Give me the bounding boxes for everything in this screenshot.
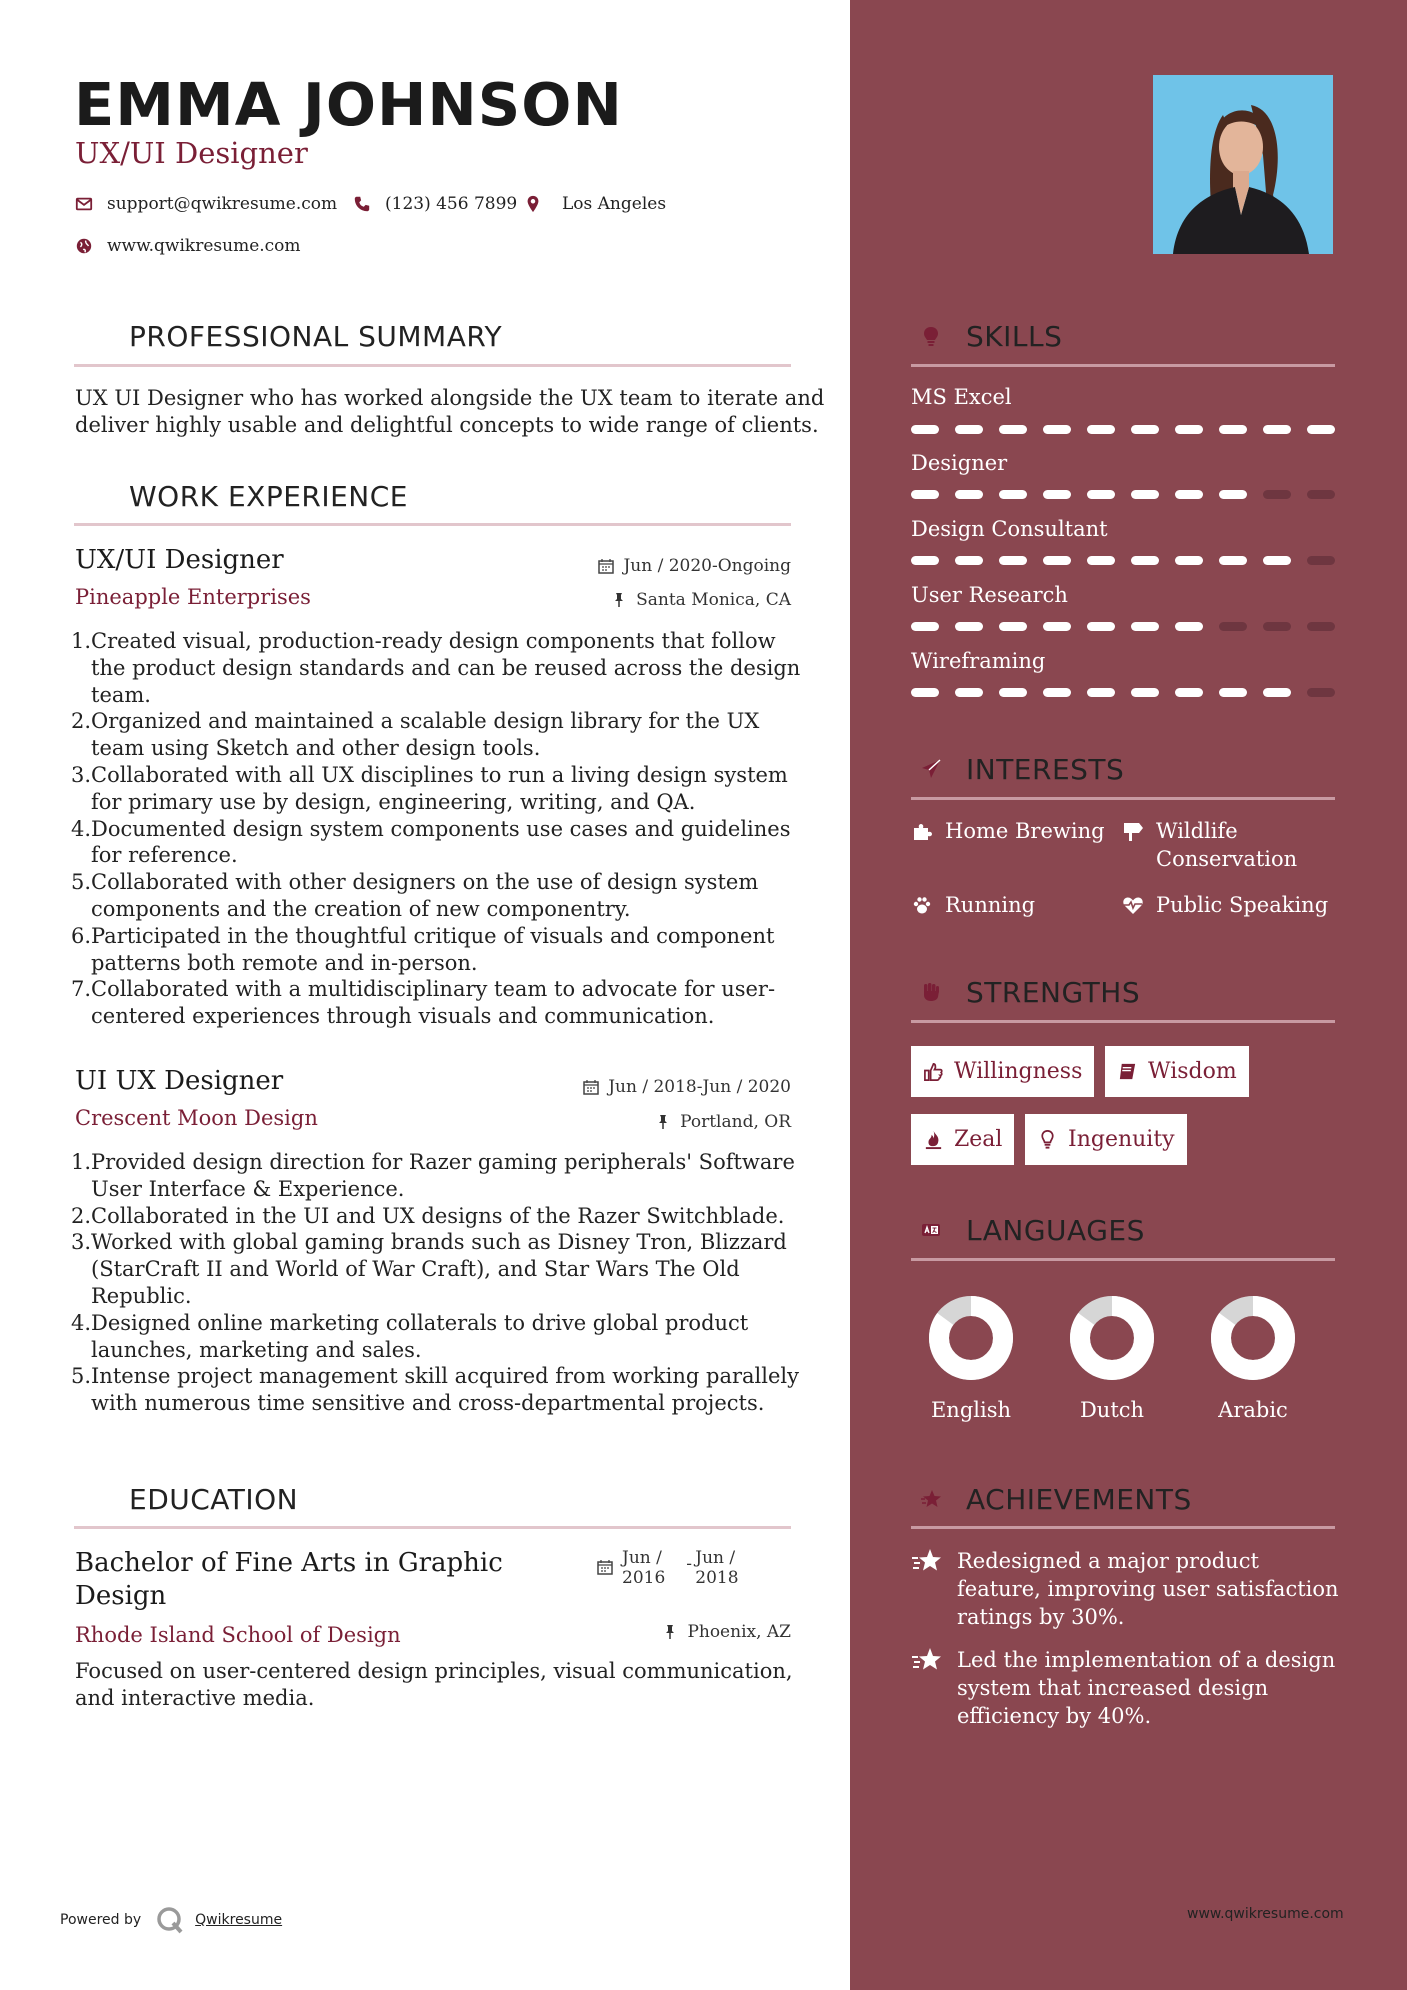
- achievements-divider: [911, 1526, 1335, 1529]
- list-item: 3. Worked with global gaming brands such as Disney Tron, Blizzard (StarCraft II and World of War Craft), and Star Wars The Old Republic.: [71, 1230, 787, 1308]
- skill-dash-filled: [1087, 425, 1115, 434]
- strength-chip: Wisdom: [1105, 1046, 1249, 1097]
- skill-dash-filled: [1043, 688, 1071, 697]
- job-dates: Jun / 2018-Jun / 2020: [540, 1077, 791, 1097]
- skill-dash-filled: [1043, 490, 1071, 499]
- list-item: 1. Provided design direction for Razer gaming peripherals' Software User Interface & Experience.: [71, 1150, 795, 1201]
- job-bullets: [71, 628, 801, 1030]
- list-item: 5. Collaborated with other designers on the use of design system components and the creation of new componentry.: [71, 870, 759, 921]
- map-marker-icon: [524, 195, 542, 213]
- skill-dash-filled: [1263, 556, 1291, 565]
- language-donut: [929, 1296, 1013, 1380]
- interests-divider: [911, 797, 1335, 800]
- skill-dash-filled: [1087, 622, 1115, 631]
- skill-dash-filled: [999, 688, 1027, 697]
- skill-dash-filled: [1219, 490, 1247, 499]
- skill-dash-filled: [999, 490, 1027, 499]
- candidate-name: EMMA JOHNSON: [74, 70, 623, 139]
- education-dates: Jun / 2016 - Jun / 2018: [597, 1548, 739, 1588]
- achievement-item: Led the implementation of a design system that increased design efficiency by 40%.: [911, 1646, 1335, 1730]
- language-name: Dutch: [1079, 1398, 1145, 1422]
- list-item: 4. Designed online marketing collaterals to drive global product launches, marketing and sales.: [71, 1310, 749, 1362]
- education-divider: [74, 1526, 791, 1529]
- book-icon: [1117, 1061, 1138, 1082]
- skill-dash-filled: [1175, 490, 1203, 499]
- thumbs-up-icon: [923, 1061, 944, 1082]
- star-icon: [911, 1547, 941, 1575]
- job-dates: Jun / 2020-Ongoing: [560, 556, 791, 576]
- skill-dash-empty: [1307, 688, 1335, 697]
- fist-icon: [911, 972, 951, 1012]
- graduate-icon: [74, 1479, 114, 1519]
- contact-location: [524, 194, 666, 214]
- job-company: Crescent Moon Design: [75, 1106, 318, 1130]
- skill-name: Design Consultant: [911, 517, 1108, 541]
- skill-name: Wireframing: [911, 649, 1046, 673]
- degree-title: Bachelor of Fine Arts in Graphic Design: [75, 1548, 503, 1611]
- qwikresume-link[interactable]: Qwikresume: [195, 1912, 283, 1928]
- job-company: Pineapple Enterprises: [75, 585, 311, 609]
- profile-photo: [1153, 75, 1333, 254]
- skill-dash-filled: [1087, 556, 1115, 565]
- list-item: 1. Created visual, production-ready design components that follow the product design standards and can be reused across the design team.: [71, 629, 801, 707]
- calendar-icon: [583, 1079, 599, 1095]
- skill-dash-empty: [1219, 622, 1247, 631]
- skill-meter: [911, 688, 1335, 697]
- skill-dash-filled: [999, 622, 1027, 631]
- skill-dash-empty: [1307, 490, 1335, 499]
- list-item: 6. Participated in the thoughtful critique of visuals and component patterns both remote and in-person.: [71, 923, 775, 975]
- strength-chip: Zeal: [911, 1114, 1014, 1165]
- contact-website[interactable]: [75, 236, 301, 256]
- skill-dash-filled: [999, 425, 1027, 434]
- language-icon: [911, 1210, 951, 1250]
- skill-meter: [911, 490, 1335, 499]
- job-title: UX/UI Designer: [75, 545, 284, 575]
- skill-dash-filled: [999, 556, 1027, 565]
- skill-name: User Research: [911, 583, 1068, 607]
- education-location: Phoenix, AZ: [560, 1622, 791, 1642]
- skill-dash-filled: [911, 622, 939, 631]
- skill-dash-filled: [955, 556, 983, 565]
- achievements-heading: ACHIEVEMENTS: [911, 1479, 1192, 1519]
- school-name: Rhode Island School of Design: [75, 1623, 401, 1647]
- pin-icon: [611, 592, 627, 608]
- job-bullets: [71, 1149, 801, 1417]
- sign-icon: [1122, 820, 1144, 842]
- briefcase-chair-icon: [74, 476, 114, 516]
- skill-dash-empty: [1263, 622, 1291, 631]
- summary-text: UX UI Designer who has worked alongside the UX team to iterate and deliver highly usable and delightful concepts to wide range of clients.: [75, 386, 825, 437]
- list-item: 2. Organized and maintained a scalable design library for the UX team using Sketch and other design tools.: [71, 709, 760, 761]
- skill-dash-empty: [1307, 622, 1335, 631]
- education-heading: EDUCATION: [74, 1479, 298, 1519]
- skill-dash-filled: [911, 688, 939, 697]
- phone-icon: [353, 195, 371, 213]
- skill-dash-filled: [911, 490, 939, 499]
- skill-meter: [911, 556, 1335, 565]
- contact-email[interactable]: [75, 194, 337, 214]
- list-item: 7. Collaborated with a multidisciplinary team to advocate for user- centered experiences through visuals and communication.: [71, 977, 776, 1029]
- skill-dash-filled: [1175, 556, 1203, 565]
- skill-name: Designer: [911, 451, 1008, 475]
- skill-dash-empty: [1263, 490, 1291, 499]
- skill-name: MS Excel: [911, 385, 1012, 409]
- interest-item: Wildlife Conservation: [1122, 817, 1297, 873]
- interests-heading: INTERESTS: [911, 749, 1124, 789]
- skills-divider: [911, 364, 1335, 367]
- interest-item: Running: [911, 891, 1035, 919]
- skill-meter: [911, 622, 1335, 631]
- skill-dash-filled: [1131, 425, 1159, 434]
- skill-dash-filled: [955, 425, 983, 434]
- star-icon: [911, 1479, 951, 1519]
- user-icon: [74, 316, 114, 356]
- work-heading: WORK EXPERIENCE: [74, 476, 408, 516]
- qwikresume-logo-icon: [155, 1905, 185, 1935]
- skill-dash-filled: [1131, 688, 1159, 697]
- lightbulb-icon: [911, 316, 951, 356]
- skill-dash-filled: [1131, 556, 1159, 565]
- strength-chip: Ingenuity: [1025, 1114, 1187, 1165]
- skill-dash-filled: [1043, 622, 1071, 631]
- pin-icon: [655, 1114, 671, 1130]
- star-icon: [911, 1646, 941, 1674]
- paw-icon: [911, 894, 933, 916]
- pin-icon: [662, 1624, 678, 1640]
- list-item: 3. Collaborated with all UX disciplines to run a living design system for primary use by design, engineering, writing, and QA.: [71, 762, 788, 814]
- list-item: 5. Intense project management skill acquired from working parallely with numerous time sensitive and cross-departmental projects.: [71, 1364, 799, 1416]
- skill-dash-filled: [955, 688, 983, 697]
- strength-chip: Willingness: [911, 1046, 1094, 1097]
- skill-dash-filled: [1263, 425, 1291, 434]
- skill-dash-filled: [1219, 556, 1247, 565]
- location-text: Los Angeles: [562, 194, 667, 214]
- education-description: Focused on user-centered design principles, visual communication, and interactive media.: [75, 1659, 793, 1710]
- skill-dash-filled: [955, 490, 983, 499]
- skill-meter: [911, 425, 1335, 434]
- interest-item: Home Brewing: [911, 817, 1105, 845]
- skill-dash-filled: [1175, 622, 1203, 631]
- calendar-icon: [598, 558, 614, 574]
- job-location: Portland, OR: [560, 1112, 791, 1132]
- summary-heading: PROFESSIONAL SUMMARY: [74, 316, 502, 356]
- skill-dash-filled: [1131, 622, 1159, 631]
- language-name: English: [930, 1398, 1012, 1422]
- work-divider: [74, 523, 791, 526]
- fire-icon: [923, 1129, 944, 1150]
- skill-dash-filled: [1219, 425, 1247, 434]
- strengths-divider: [911, 1020, 1335, 1023]
- skill-dash-filled: [1307, 425, 1335, 434]
- footer-website[interactable]: www.qwikresume.com: [1187, 1906, 1344, 1922]
- job-location: Santa Monica, CA: [560, 590, 791, 610]
- email-text: support@qwikresume.com: [107, 194, 338, 214]
- interest-item: Public Speaking: [1122, 891, 1328, 919]
- footer-powered-by: Powered by Qwikresume: [60, 1905, 282, 1935]
- paper-plane-icon: [911, 749, 951, 789]
- skill-dash-filled: [1043, 425, 1071, 434]
- puzzle-icon: [911, 820, 933, 842]
- skill-dash-filled: [1131, 490, 1159, 499]
- skill-dash-filled: [1263, 688, 1291, 697]
- skill-dash-filled: [1087, 490, 1115, 499]
- globe-icon: [75, 237, 93, 255]
- website-text: www.qwikresume.com: [107, 236, 301, 256]
- summary-divider: [74, 364, 791, 367]
- languages-divider: [911, 1258, 1335, 1261]
- strengths-heading: STRENGTHS: [911, 972, 1140, 1012]
- lightbulb-icon: [1037, 1129, 1058, 1150]
- contact-phone[interactable]: [353, 194, 517, 214]
- list-item: 4. Documented design system components use cases and guidelines for reference.: [71, 816, 791, 868]
- calendar-icon: [597, 1559, 613, 1575]
- heartbeat-icon: [1122, 894, 1144, 916]
- skill-dash-filled: [1219, 688, 1247, 697]
- skill-dash-filled: [1043, 556, 1071, 565]
- envelope-icon: [75, 195, 93, 213]
- language-name: Arabic: [1218, 1398, 1288, 1422]
- skill-dash-filled: [1175, 688, 1203, 697]
- candidate-role: UX/UI Designer: [75, 136, 308, 170]
- skill-dash-filled: [1175, 425, 1203, 434]
- skill-dash-filled: [911, 556, 939, 565]
- language-donut: [1070, 1296, 1154, 1380]
- skill-dash-empty: [1307, 556, 1335, 565]
- skill-dash-filled: [1087, 688, 1115, 697]
- skills-heading: SKILLS: [911, 316, 1062, 356]
- languages-heading: LANGUAGES: [911, 1210, 1145, 1250]
- achievement-item: Redesigned a major product feature, improving user satisfaction ratings by 30%.: [911, 1547, 1339, 1631]
- list-item: 2. Collaborated in the UI and UX designs of the Razer Switchblade.: [71, 1203, 785, 1228]
- language-donut: [1211, 1296, 1295, 1380]
- skill-dash-filled: [955, 622, 983, 631]
- phone-text: (123) 456 7899: [385, 194, 518, 214]
- job-title: UI UX Designer: [75, 1066, 284, 1096]
- skill-dash-filled: [911, 425, 939, 434]
